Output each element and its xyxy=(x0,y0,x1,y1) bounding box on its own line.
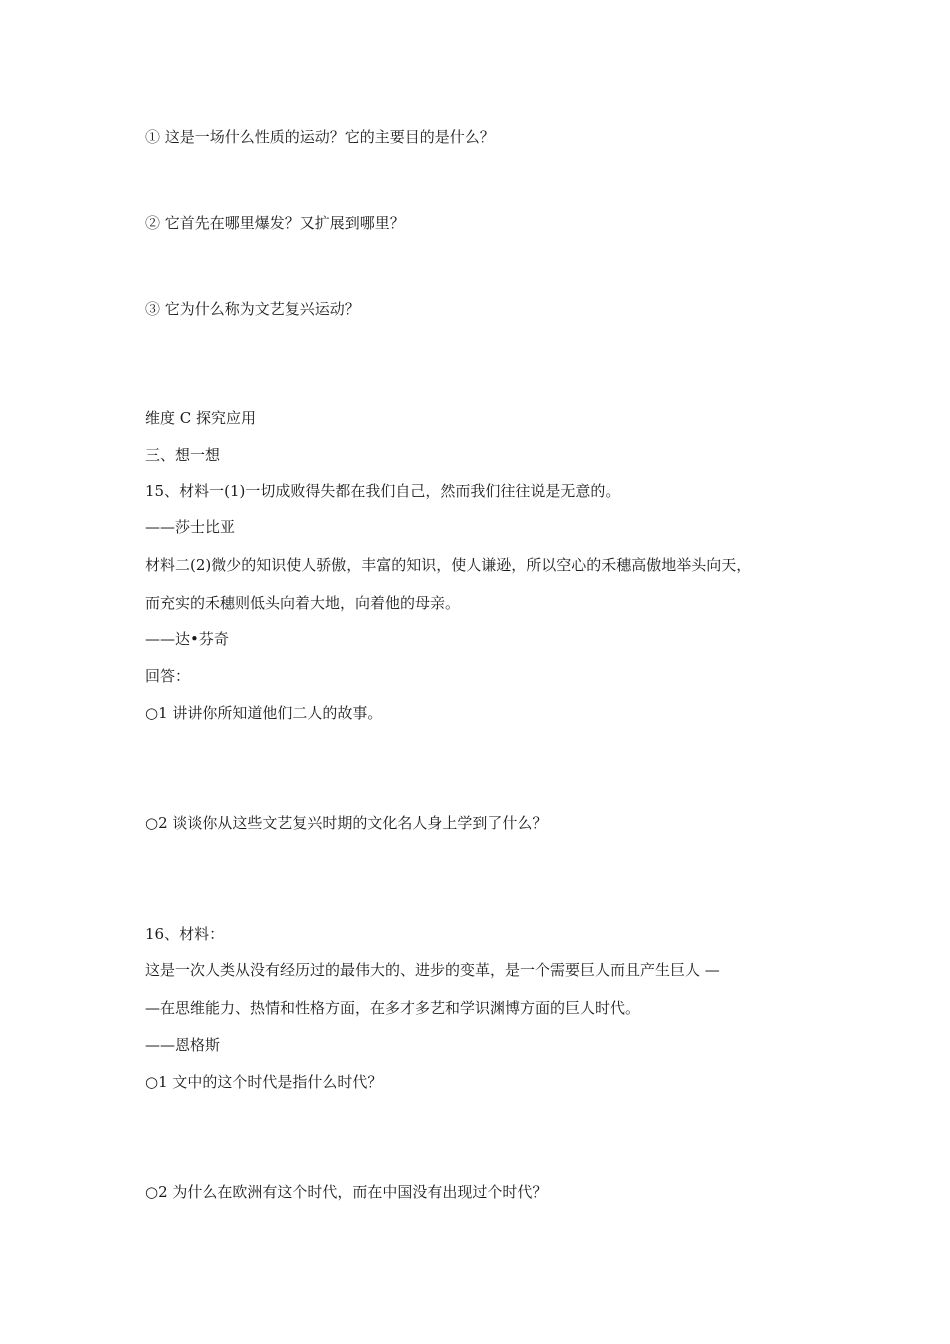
q16-line2: —在思维能力、热情和性格方面，在多才多艺和学识渊博方面的巨人时代。 xyxy=(145,999,641,1017)
q15-intro: 15、材料一(1)一切成败得失都在我们自己，然而我们往往说是无意的。 xyxy=(145,482,621,500)
q15-material2-line1: 材料二(2)微少的知识使人骄傲，丰富的知识，使人谦逊，所以空心的禾穗高傲地举头向天， xyxy=(145,556,752,574)
q16-sub1: ○1 文中的这个时代是指什么时代？ xyxy=(145,1073,383,1091)
q16-line1: 这是一次人类从没有经历过的最伟大的、进步的变革，是一个需要巨人而且产生巨人 — xyxy=(145,961,720,979)
q15-sub2: ○2 谈谈你从这些文艺复兴时期的文化名人身上学到了什么？ xyxy=(145,814,548,832)
q15-answer-label: 回答： xyxy=(145,667,191,685)
section-c-subheading: 三、想一想 xyxy=(145,446,221,464)
q16-intro: 16、材料： xyxy=(145,925,225,943)
question-b1: ① 这是一场什么性质的运动？它的主要目的是什么？ xyxy=(145,128,495,146)
question-b3: ③ 它为什么称为文艺复兴运动？ xyxy=(145,300,360,318)
question-b2: ② 它首先在哪里爆发？又扩展到哪里？ xyxy=(145,214,405,232)
q16-sub2: ○2 为什么在欧洲有这个时代，而在中国没有出现过个时代？ xyxy=(145,1183,548,1201)
q15-author2: ——达•芬奇 xyxy=(145,630,229,648)
q16-author: ——恩格斯 xyxy=(145,1036,221,1054)
q15-author1: ——莎士比亚 xyxy=(145,518,236,536)
section-c-heading: 维度 C 探究应用 xyxy=(145,409,257,427)
q15-material2-line2: 而充实的禾穗则低头向着大地，向着他的母亲。 xyxy=(145,594,461,612)
q15-sub1: ○1 讲讲你所知道他们二人的故事。 xyxy=(145,704,383,722)
